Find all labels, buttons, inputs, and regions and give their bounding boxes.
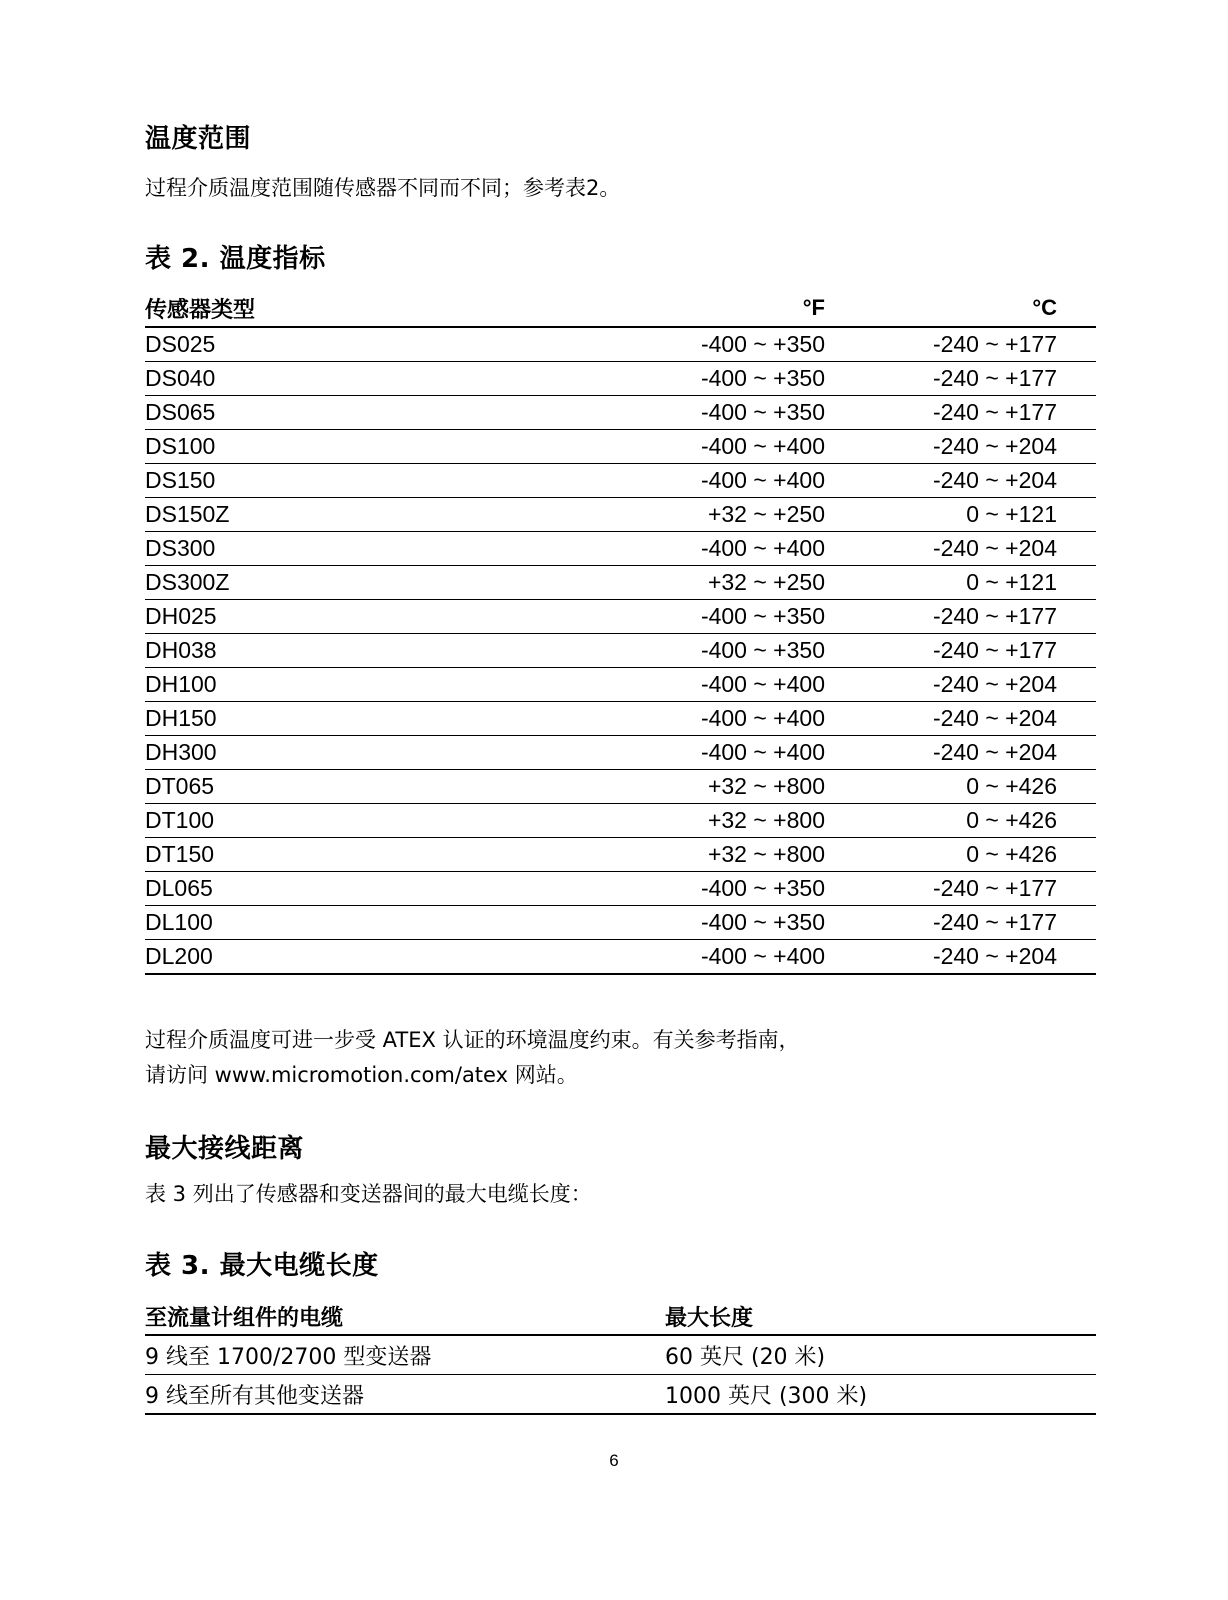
table-cell: -400 ~ +350 — [635, 600, 825, 634]
table-cell: +32 ~ +800 — [635, 804, 825, 838]
table-row — [145, 362, 1096, 396]
section-heading-wiring: 最大接线距离 — [145, 1134, 305, 1164]
table-cell: DT100 — [145, 804, 635, 838]
table-cell: -400 ~ +400 — [635, 940, 825, 975]
table-cell: 0 ~ +426 — [825, 838, 1057, 872]
table-cell-spacer — [1057, 906, 1096, 940]
table-row — [145, 532, 1096, 566]
table-cell-spacer — [1057, 430, 1096, 464]
table-row — [145, 327, 1096, 362]
table-cell-spacer — [1057, 634, 1096, 668]
table-row — [145, 498, 1096, 532]
table-cell: -240 ~ +204 — [825, 532, 1057, 566]
table-row — [145, 872, 1096, 906]
table-row — [145, 702, 1096, 736]
table-cell: -400 ~ +400 — [635, 668, 825, 702]
table-cell-spacer — [1057, 566, 1096, 600]
table-cell: DH025 — [145, 600, 635, 634]
table-row — [145, 430, 1096, 464]
table-cell: -400 ~ +350 — [635, 634, 825, 668]
table-cell: DH100 — [145, 668, 635, 702]
table-cell: -240 ~ +177 — [825, 906, 1057, 940]
table2-body — [145, 327, 1096, 974]
table-header-row — [145, 1298, 1096, 1335]
table-cell: DH300 — [145, 736, 635, 770]
table-cell: DS300Z — [145, 566, 635, 600]
section-text-wiring: 表 3 列出了传感器和变送器间的最大电缆长度： — [145, 1182, 592, 1206]
table-cell: DH038 — [145, 634, 635, 668]
table-row — [145, 668, 1096, 702]
table-cell: +32 ~ +800 — [635, 838, 825, 872]
table-cell: DS300 — [145, 532, 635, 566]
table-cell: -400 ~ +350 — [635, 362, 825, 396]
header-fahrenheit: °F — [635, 290, 825, 327]
table-cell: 60 英尺 (20 米) — [665, 1335, 1096, 1375]
table-cell: -240 ~ +204 — [825, 702, 1057, 736]
table-cell: -240 ~ +204 — [825, 464, 1057, 498]
table-cell: -240 ~ +177 — [825, 600, 1057, 634]
table-row — [145, 1375, 1096, 1415]
section-text-temperature: 过程介质温度范围随传感器不同而不同；参考表2。 — [145, 176, 621, 200]
table-row — [145, 600, 1096, 634]
table-cell: -240 ~ +177 — [825, 872, 1057, 906]
table-cell: +32 ~ +250 — [635, 566, 825, 600]
table-cell: -240 ~ +204 — [825, 430, 1057, 464]
table-row — [145, 634, 1096, 668]
table-cell-spacer — [1057, 668, 1096, 702]
table-cell: -240 ~ +204 — [825, 668, 1057, 702]
table-row — [145, 838, 1096, 872]
table-cell: DL065 — [145, 872, 635, 906]
table-row — [145, 566, 1096, 600]
header-spacer — [1057, 290, 1096, 327]
table-cell: 0 ~ +121 — [825, 566, 1057, 600]
table-cell: +32 ~ +250 — [635, 498, 825, 532]
table-row — [145, 770, 1096, 804]
table-row — [145, 1335, 1096, 1375]
table-cell: 9 线至所有其他变送器 — [145, 1375, 665, 1415]
table-cell-spacer — [1057, 770, 1096, 804]
table-row — [145, 736, 1096, 770]
table-header-row — [145, 290, 1096, 327]
cable-length-table — [145, 1298, 1096, 1415]
table-row — [145, 396, 1096, 430]
table-row — [145, 940, 1096, 975]
table-cell-spacer — [1057, 838, 1096, 872]
header-sensor-type: 传感器类型 — [145, 290, 635, 327]
table-cell: 0 ~ +426 — [825, 804, 1057, 838]
table-cell: -400 ~ +350 — [635, 396, 825, 430]
table-cell: 9 线至 1700/2700 型变送器 — [145, 1335, 665, 1375]
table-cell: -400 ~ +350 — [635, 872, 825, 906]
temperature-spec-table — [145, 290, 1096, 975]
table-cell: DS065 — [145, 396, 635, 430]
table-cell-spacer — [1057, 362, 1096, 396]
atex-note-line2: 请访问 www.micromotion.com/atex 网站。 — [145, 1063, 578, 1087]
table3-body — [145, 1335, 1096, 1414]
table-cell: 0 ~ +426 — [825, 770, 1057, 804]
table-cell-spacer — [1057, 940, 1096, 975]
table-cell-spacer — [1057, 702, 1096, 736]
table3-caption: 表 3. 最大电缆长度 — [145, 1251, 379, 1281]
table-cell: -240 ~ +204 — [825, 736, 1057, 770]
table-cell-spacer — [1057, 396, 1096, 430]
table-cell: -400 ~ +400 — [635, 464, 825, 498]
table-cell: -400 ~ +350 — [635, 327, 825, 362]
table-cell-spacer — [1057, 872, 1096, 906]
table-cell: -240 ~ +177 — [825, 634, 1057, 668]
table-cell-spacer — [1057, 464, 1096, 498]
table-cell: -240 ~ +204 — [825, 940, 1057, 975]
header-max-length: 最大长度 — [665, 1298, 1096, 1335]
table-cell-spacer — [1057, 532, 1096, 566]
section-heading-temperature: 温度范围 — [145, 124, 252, 154]
table-cell: -240 ~ +177 — [825, 362, 1057, 396]
table-cell: -240 ~ +177 — [825, 327, 1057, 362]
table-cell: -400 ~ +400 — [635, 736, 825, 770]
table-cell: DS100 — [145, 430, 635, 464]
table-cell-spacer — [1057, 736, 1096, 770]
header-celsius: °C — [825, 290, 1057, 327]
header-cable: 至流量计组件的电缆 — [145, 1298, 665, 1335]
table-cell: -400 ~ +350 — [635, 906, 825, 940]
table-cell: DT150 — [145, 838, 635, 872]
table-cell: -240 ~ +177 — [825, 396, 1057, 430]
table-cell: DS150Z — [145, 498, 635, 532]
table-cell-spacer — [1057, 804, 1096, 838]
table-cell: DS025 — [145, 327, 635, 362]
table-cell: 0 ~ +121 — [825, 498, 1057, 532]
table-cell-spacer — [1057, 600, 1096, 634]
table-row — [145, 804, 1096, 838]
atex-note — [145, 1023, 800, 1093]
table-row — [145, 464, 1096, 498]
table-cell: DS040 — [145, 362, 635, 396]
table-cell-spacer — [1057, 327, 1096, 362]
page-number: 6 — [609, 1451, 619, 1470]
table-cell-spacer — [1057, 498, 1096, 532]
table-cell: -400 ~ +400 — [635, 430, 825, 464]
table-cell: DH150 — [145, 702, 635, 736]
atex-note-line1: 过程介质温度可进一步受 ATEX 认证的环境温度约束。有关参考指南， — [145, 1028, 800, 1052]
table-cell: DL100 — [145, 906, 635, 940]
table-cell: DT065 — [145, 770, 635, 804]
table-cell: -400 ~ +400 — [635, 702, 825, 736]
table-cell: 1000 英尺 (300 米) — [665, 1375, 1096, 1415]
table-cell: +32 ~ +800 — [635, 770, 825, 804]
table-cell: -400 ~ +400 — [635, 532, 825, 566]
table-row — [145, 906, 1096, 940]
table-cell: DL200 — [145, 940, 635, 975]
table-cell: DS150 — [145, 464, 635, 498]
table2-caption: 表 2. 温度指标 — [145, 244, 326, 274]
